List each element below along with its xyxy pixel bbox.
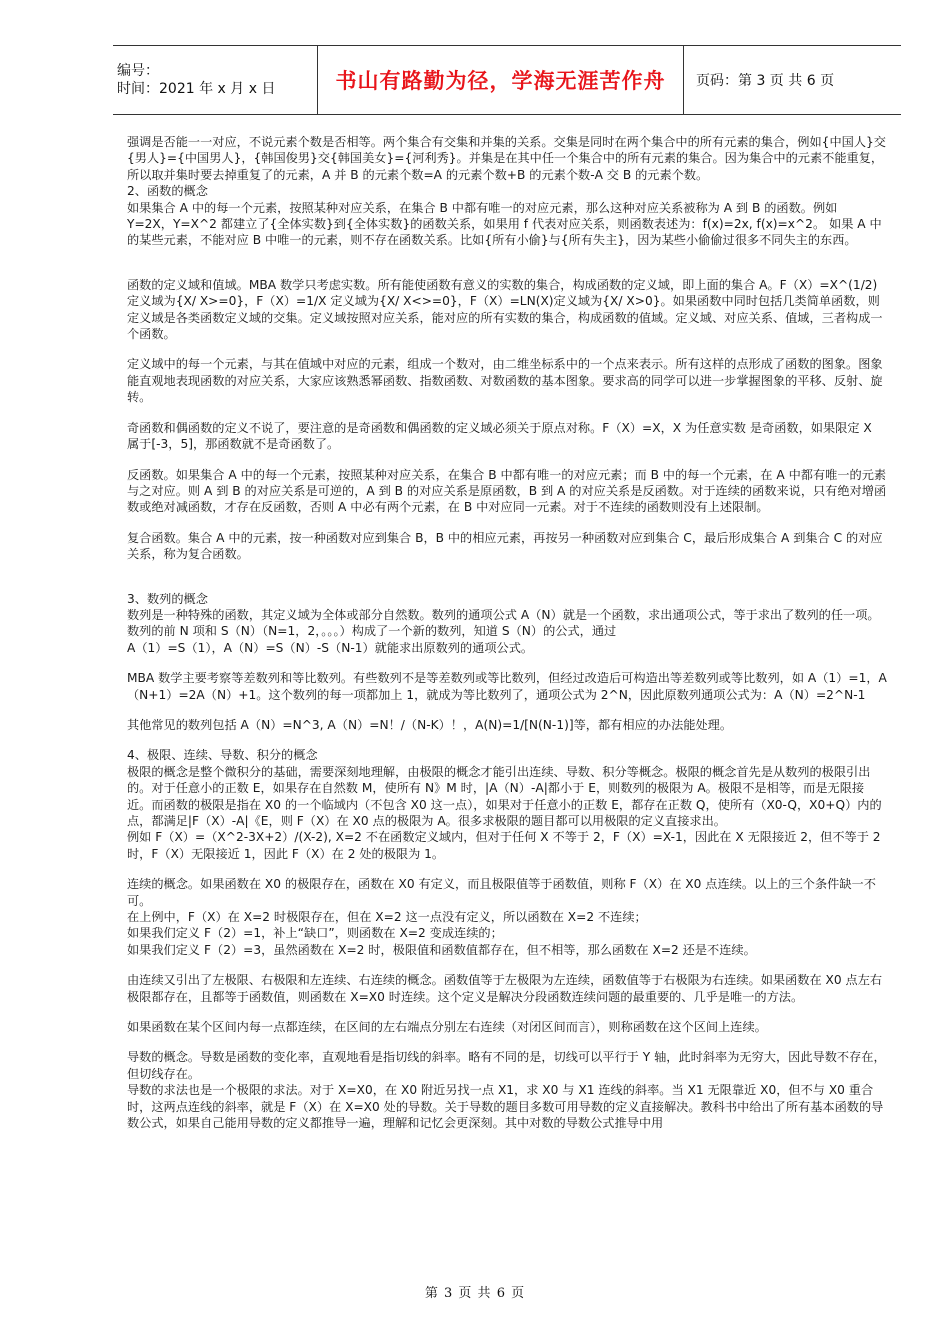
paragraph-continuity-example-1: 在上例中，F（X）在 X=2 时极限存在，但在 X=2 这一点没有定义，所以函数在 X=2 不连续； bbox=[127, 910, 647, 925]
paragraph-derivative-definition: 导数的概念。导数是函数的变化率，直观地看是指切线的斜率。略有不同的是，切线可以平行于 Y 轴，此时斜率为无穷大，因此导数不存在，但切线存在。 bbox=[127, 1050, 886, 1081]
paragraph-sequence-definition: 数列是一种特殊的函数，其定义域为全体或部分自然数。数列的通项公式 A（N）就是一个函数，求出通项公式，等于求出了数列的任一项。数列的前 N 项和 S（N）（N=1，2，。。。）构成了一个新的数列，知道 S（N）的公式，通过 bbox=[127, 607, 880, 639]
paragraph-domain-range: 函数的定义域和值域。MBA 数学只考虑实数。所有能使函数有意义的实数的集合，构成函数的定义域，即上面的集合 A。F（X）=X^(1/2)定义域为{X/ X>=0}，F（X）=1/X 定义域为{X/ X<>=0}，F（X）=LN(X)定义域为{X/ X>0}。如果函数中同时包括几类简单函数，则定义域是各类函数定义域的交集。定义域按照对应关系，能对应的所有实数的集合，构成函数的值域。定义域、对应关系、值域，三者构成一个函数。 bbox=[127, 277, 883, 342]
paragraph-function-graph: 定义域中的每一个元素，与其在值域中对应的元素，组成一个数对，由二维坐标系中的一个点来表示。所有这样的点形成了函数的图象。图象能直观地表现函数的对应关系，大家应该熟悉幂函数、指数函数、对数函数的基本图象。要求高的同学可以进一步掌握图象的平移、反射、旋转。 bbox=[127, 357, 883, 405]
paragraph-one-sided-limits: 由连续又引出了左极限、右极限和左连续、右连续的概念。函数值等于左极限为左连续，函数值等于右极限为右连续。如果函数在 X0 点左右极限都存在，且都等于函数值，则函数在 X=X0 时连续。这个定义是解决分段函数连续问题的最重要的、几乎是唯一的方法。 bbox=[127, 973, 883, 1004]
paragraph-inverse-function: 反函数。如果集合 A 中的每一个元素，按照某种对应关系，在集合 B 中都有唯一的对应元素；而 B 中的每一个元素，在 A 中都有唯一的元素与之对应。则 A 到 B 的对应关系是可逆的，A 到 B 的对应关系是原函数，B 到 A 的对应关系是反函数。对于连续的函数来说，只有绝对增函数或绝对减函数，才存在反函数，否则 A 中必有两个元素，在 B 中对应同一元素。对于不连续的函数则没有上述限制。 bbox=[127, 467, 887, 515]
paragraph-interval-continuity: 如果函数在某个区间内每一点都连续，在区间的左右端点分别左右连续（对闭区间而言），则称函数在这个区间上连续。 bbox=[127, 1020, 767, 1035]
page-header bbox=[113, 45, 901, 115]
document-number: 编号： bbox=[117, 63, 159, 79]
header-motto: 书山有路勤为径，学海无涯苦作舟 bbox=[318, 46, 684, 115]
paragraph-sequence-formula: A（1）=S（1），A（N）=S（N）-S（N-1）就能求出原数列的通项公式。 bbox=[127, 640, 534, 655]
paragraph-function-definition: 如果集合 A 中的每一个元素，按照某种对应关系，在集合 B 中都有唯一的对应元素，那么这种对应关系被称为 A 到 B 的函数。例如 Y=2X，Y=X^2 都建立了{全体实数}到{全体实数}的函数关系，如果用 f 代表对应关系，则函数表述为：f(x)=2x, f(x)=x^2。 如果 A 中的某些元素，不能对应 B 中唯一的元素，则不存在函数关系。比如{所有小偷}与{所有失主}，因为某些小偷偷过很多不同失主的东西。 bbox=[127, 200, 882, 248]
paragraph-limit-example: 例如 F（X）=（X^2-3X+2）/(X-2), X=2 不在函数定义域内，但对于任何 X 不等于 2，F（X）=X-1，因此在 X 无限接近 2，但不等于 2 时，F（X）无限接近 1，因此 F（X）在 2 处的极限为 1。 bbox=[127, 830, 881, 861]
page-indicator: 页码：第 3 页 共 6 页 bbox=[684, 46, 902, 115]
paragraph-continuity-definition: 连续的概念。如果函数在 X0 的极限存在，函数在 X0 有定义，而且极限值等于函数值，则称 F（X）在 X0 点连续。以上的三个条件缺一不可。 bbox=[127, 877, 876, 908]
document-body bbox=[127, 134, 887, 1132]
section-heading-functions: 2、函数的概念 bbox=[127, 184, 208, 199]
paragraph-sets-relations: 强调是否能一一对应，不说元素个数是否相等。两个集合有交集和并集的关系。交集是同时在两个集合中的所有元素的集合，例如{中国人}交{男人}={中国男人}，{韩国俊男}交{韩国美女}={河利秀}。并集是在其中任一个集合中的所有元素的集合。因为集合中的元素不能重复，所以取并集时要去掉重复了的元素，A 并 B 的元素个数=A 的元素个数+B 的元素个数-A 交 B 的元素个数。 bbox=[127, 135, 886, 182]
section-heading-calculus: 4、极限、连续、导数、积分的概念 bbox=[127, 748, 318, 763]
paragraph-composite-function: 复合函数。集合 A 中的元素，按一种函数对应到集合 B，B 中的相应元素，再按另一种函数对应到集合 C，最后形成集合 A 到集合 C 的对应关系，称为复合函数。 bbox=[127, 530, 883, 562]
paragraph-continuity-example-2: 如果我们定义 F（2）=1，补上“缺口”，则函数在 X=2 变成连续的； bbox=[127, 926, 503, 941]
paragraph-arithmetic-geometric: MBA 数学主要考察等差数列和等比数列。有些数列不是等差数列或等比数列，但经过改造后可构造出等差数列或等比数列，如 A（1）=1，A（N+1）=2A（N）+1。这个数列的每一项都加上 1，就成为等比数列了，通项公式为 2^N，因此原数列通项公式为：A（N）=2^N-1 bbox=[127, 671, 887, 702]
document-time: 时间：2021 年 x 月 x 日 bbox=[117, 81, 276, 97]
paragraph-other-sequences: 其他常见的数列包括 A（N）=N^3, A（N）=N！/（N-K）！，A(N)=1/[N(N-1)]等，都有相应的办法能处理。 bbox=[127, 717, 733, 732]
section-heading-sequences: 3、数列的概念 bbox=[127, 591, 208, 606]
header-meta bbox=[113, 46, 318, 115]
paragraph-derivative-method: 导数的求法也是一个极限的求法。对于 X=X0，在 X0 附近另找一点 X1，求 X0 与 X1 连线的斜率。当 X1 无限靠近 X0，但不与 X0 重合时，这两点连线的斜率，就是 F（X）在 X=X0 处的导数。关于导数的题目多数可用导数的定义直接解决。教科书中给出了所有基本函数的导数公式，如果自己能用导数的定义都推导一遍，理解和记忆会更深刻。其中对数的导数公式推导中用 bbox=[127, 1083, 884, 1131]
page-footer: 第 3 页 共 6 页 bbox=[424, 1286, 526, 1301]
paragraph-limit-definition: 极限的概念是整个微积分的基础，需要深刻地理解，由极限的概念才能引出连续、导数、积分等概念。极限的概念首先是从数列的极限引出的。对于任意小的正数 E，如果存在自然数 M，使所有 N》M 时，|A（N）-A|都小于 E，则数列的极限为 A。极限不是相等，而是无限接近。而函数的极限是指在 X0 的一个临域内（不包含 X0 这一点），如果对于任意小的正数 E，都存在正数 Q，使所有（X0-Q，X0+Q）内的点，都满足|F（X）-A|《E，则 F（X）在 X0 点的极限为 A。很多求极限的题目都可以用极限的定义直接求出。 bbox=[127, 764, 882, 828]
paragraph-continuity-example-3: 如果我们定义 F（2）=3，虽然函数在 X=2 时，极限值和函数值都存在，但不相等，那么函数在 X=2 还是不连续。 bbox=[127, 942, 756, 957]
paragraph-odd-even: 奇函数和偶函数的定义不说了，要注意的是奇函数和偶函数的定义域必须关于原点对称。F（X）=X，X 为任意实数 是奇函数，如果限定 X 属于[-3，5]，那函数就不是奇函数了。 bbox=[127, 420, 872, 452]
